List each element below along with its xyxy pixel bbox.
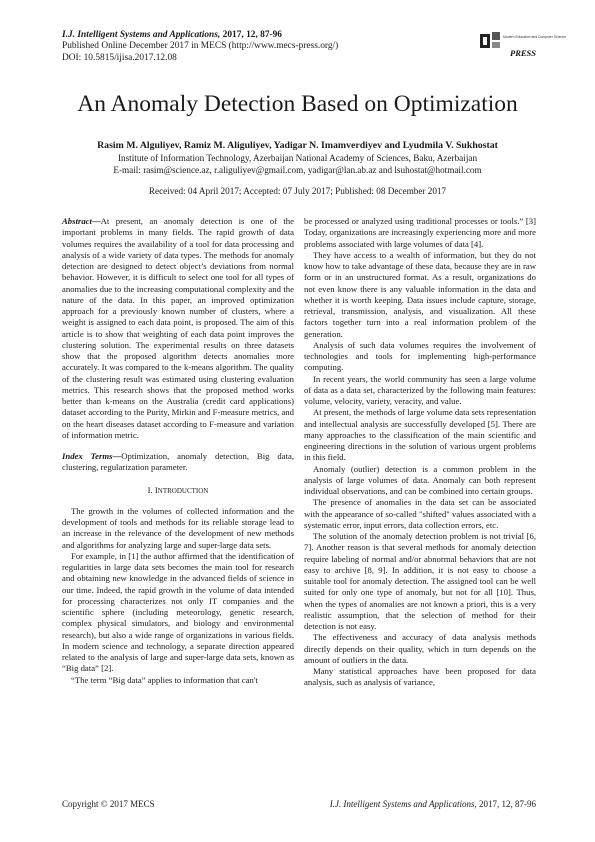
paragraph: Analysis of such data volumes requires the involvement of technologies and tools for implementing high-performance computing. xyxy=(304,339,536,373)
paragraph: The presence of anomalies in the data set can be associated with the appearance of so-called "shifted" values associated with a systematic error, input errors, data collection errors, etc. xyxy=(304,497,536,530)
paragraph: The solution of the anomaly detection problem is not trivial [6, 7]. Another reason is that several methods for anomaly detection require labeling of normal and/or abnormal behaviors that are not easy to archive [8, 9]. In addition, it is not easy to choose a suitable tool for anomaly detection. The assigned tool can be well suited for only one type of anomaly, but not for all [10]. Thus, when the types of anomalies are not known a priori, this is a very realistic assumption, that the selection of method for their detection is not easy. xyxy=(304,531,536,631)
index-terms-text: Optimization, anomaly detection, Big data, clustering, regularization parameter. xyxy=(62,451,294,473)
index-terms-label: Index Terms xyxy=(62,451,113,461)
published-line: Published Online December 2017 in MECS (http://www.mecs-press.org/) xyxy=(62,41,339,52)
journal-header xyxy=(62,30,338,64)
section-number: I. xyxy=(147,484,155,495)
logo-text: Modern Education and Computer Science xyxy=(503,35,566,39)
paper-title: An Anomaly Detection Based on Optimization xyxy=(77,91,518,117)
author-emails: E-mail: rasim@science.az, r.aliguliyev@gmail.com, yadigar@lan.ab.az and lsuhostat@hotmail.com xyxy=(113,165,482,175)
paragraph: Anomaly (outlier) detection is a common problem in the analysis of large volumes of data. Anomaly can both represent individual observations, and can be combined into certain groups. xyxy=(304,463,536,496)
paragraph: Many statistical approaches have been proposed for data analysis, such as analysis of variance, xyxy=(304,666,536,688)
logo-press: PRESS xyxy=(510,48,536,58)
abstract-dash: — xyxy=(91,216,101,226)
index-terms-dash: — xyxy=(112,451,122,461)
footer-journal xyxy=(330,799,536,809)
section-heading-introduction xyxy=(62,485,294,497)
section-first-letter: I xyxy=(154,484,158,495)
footer-journal-name: I.J. Intelligent Systems and Applications, xyxy=(329,799,477,809)
paragraph: The growth in the volumes of collected information and the development of tools and methods for its reliable storage lead to an increase in the relevance of the development of new methods and algorithms for analyzing large and super-large data sets. xyxy=(62,505,294,550)
publication-dates: Received: 04 April 2017; Accepted: 07 July 2017; Published: 08 December 2017 xyxy=(148,186,447,196)
paragraph: At present, the methods of large volume data sets representation and intellectual analysis are successfully developed [5]. There are many approaches to the classification of the main scientific and engineering directions in the solution of various urgent problems in this field. xyxy=(304,407,536,463)
footer-journal-issue: 2017, 12, 87-96 xyxy=(476,799,536,809)
publisher-logo xyxy=(478,30,566,70)
author-list: Rasim M. Alguliyev, Ramiz M. Aliguliyev, Yadigar N. Imamverdiyev and Lyudmila V. Sukhostat xyxy=(97,140,498,151)
right-column xyxy=(304,216,536,689)
paragraph: They have access to a wealth of information, but they do not know how to take advantage of these data, because they are in raw form or in an unstructured format. As a result, organizations do not even know there is any valuable information in the data and whether it is worth keeping. Data issues include capture, storage, retrieval, transmission, analysis, and visualization. All these factors together turn into a real information problem of the generation. xyxy=(304,249,536,339)
section-title-rest: NTRODUCTION xyxy=(157,486,209,495)
paragraph: The effectiveness and accuracy of data analysis methods directly depends on their quality, which in turn depends on the amount of outliers in the data. xyxy=(304,632,536,665)
abstract-text: At present, an anomaly detection is one of the important problems in many fields. The rapid growth of data volumes requires the availability of a tool for data processing and analysis of a wide variety of data types. The methods for anomaly detection are designed to detect object’s deviations from normal behavior. However, it is difficult to select one tool for all types of anomalies due to the increasing computational complexity and the nature of the data. In this paper, an improved optimization approach for a previously known number of clusters, where a weight is assigned to each data point, is proposed. The aim of this article is to show that weighting of each data point improves the clustering solution. The experimental results on three datasets show that the proposed algorithm detects anomalies more accurately. It was compared to the k-means algorithm. The quality of the clustering result was estimated using clustering evaluation metrics. This research shows that the proposed method works better than k-means on the Australia (credit card applications) dataset according to the Purity, Mirkin and F-measure metrics, and on the heart diseases dataset according to F-measure and variation of information metric. xyxy=(62,216,294,440)
index-terms xyxy=(62,451,294,474)
paragraph: For example, in [1] the author affirmed that the identification of regularities in large data sets becomes the main tool for research and obtaining new knowledge in the advanced fields of science in our time. Indeed, the rapid growth in the volume of data intended for processing characterizes not only IT companies and the scientific sphere (including meteorology, genetic research, complex physical simulators, and biology and environmental research), but also a wide range of organizations in various fields. In modern science and technology, a separate direction appeared related to the analysis of large and super-large data sets, known as “Big data” [2]. xyxy=(62,550,294,674)
left-column xyxy=(62,216,294,686)
paragraph: “The term “Big data” applies to information that can't xyxy=(71,674,258,685)
affiliation: Institute of Information Technology, Azerbaijan National Academy of Sciences, Baku, Azerbaijan xyxy=(117,153,478,163)
abstract xyxy=(62,216,294,441)
doi-line: DOI: 10.5815/ijisa.2017.12.08 xyxy=(62,52,177,63)
abstract-label: Abstract xyxy=(62,216,92,226)
paragraph: be processed or analyzed using traditional processes or tools.” [3] Today, organizations are increasingly experiencing more and more problems associated with large volumes of data [4]. xyxy=(304,216,536,249)
journal-name: I.J. Intelligent Systems and Applications, xyxy=(62,30,221,40)
journal-issue: 2017, 12, 87-96 xyxy=(220,30,282,40)
paragraph: In recent years, the world community has seen a large volume of data as a data set, characterized by the following main features: volume, velocity, variety, veracity, and value. xyxy=(304,373,536,406)
footer-copyright: Copyright © 2017 MECS xyxy=(62,799,155,809)
